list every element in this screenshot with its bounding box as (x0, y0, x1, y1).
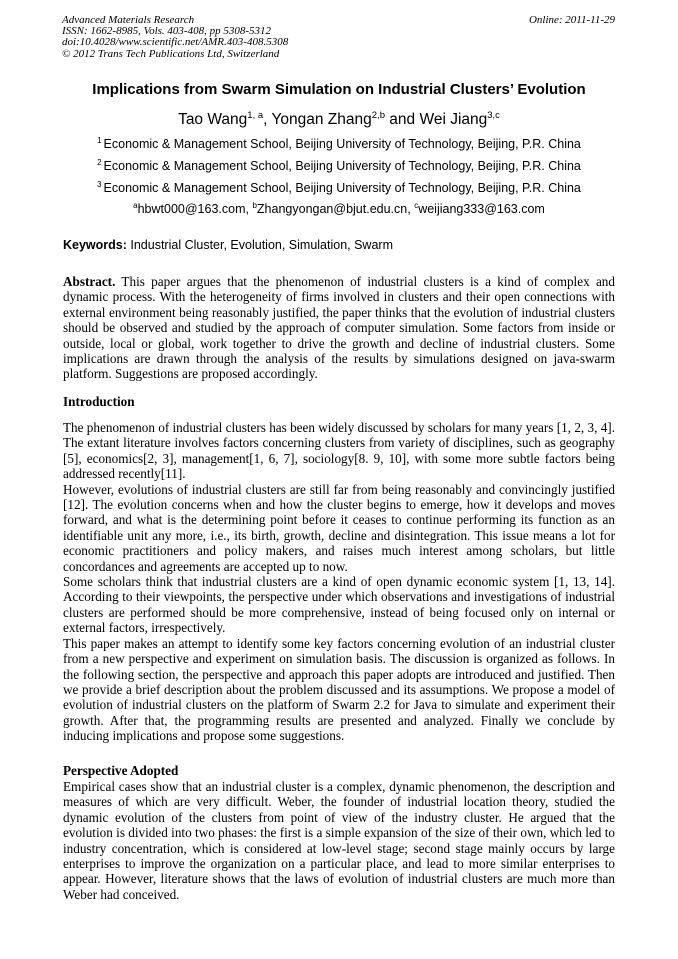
affiliation-superscript: 2 (97, 158, 102, 167)
abstract-label: Abstract. (63, 274, 116, 289)
affiliation-1 (0, 137, 678, 151)
affiliation-superscript: 3 (97, 180, 102, 189)
author-name: Tao Wang (178, 111, 248, 128)
keywords (63, 238, 393, 252)
section-heading-introduction: Introduction (63, 394, 135, 409)
email-separator: , (245, 202, 253, 216)
abstract-text: This paper argues that the phenomenon of industrial clusters is a kind of complex and dynamic process. With the heterogeneity of firms involved in clusters and their open connections with external environment being reasonably justified, the paper thinks that the evolution of industrial clusters should be observed and studied by the approach of computer simulation. Some factors from inside or outside, local or global, work together to drive the growth and decline of industrial clusters. Some implications are drawn through the analysis of the results by simulations designed on java-swarm platform. Suggestions are proposed accordingly. (63, 274, 615, 382)
paper-title: Implications from Swarm Simulation on Industrial Clusters’ Evolution (92, 81, 586, 98)
affiliation-3 (0, 181, 678, 195)
author-name: Yongan Zhang (271, 111, 372, 128)
affiliation-superscript: 1 (97, 136, 102, 145)
abstract (63, 274, 615, 382)
journal-name: Advanced Materials Research (62, 14, 195, 26)
introduction-body (63, 420, 615, 744)
email-link[interactable]: hbwt000@163.com (137, 202, 246, 216)
email-superscript: a (133, 201, 138, 210)
email-superscript: c (414, 201, 419, 210)
affiliation-text: Economic & Management School, Beijing University of Technology, Beijing, P.R. China (103, 181, 581, 195)
author-separator: and (384, 111, 420, 128)
online-date: Online: 2011-11-29 (528, 14, 615, 26)
author-name: Wei Jiang (419, 111, 488, 128)
paragraph: The phenomenon of industrial clusters has been widely discussed by scholars for many years [1, 2, 3, 4]. The extant literature involves factors concerning clusters from variety of disciplines, such as geography [5], economics[2, 3], management[1, 6, 7], sociology[8. 9, 10], with some more subtle factors being addressed recently[11]. (63, 420, 615, 482)
author-superscript: 1, a (247, 110, 264, 121)
author-list (0, 111, 678, 129)
author-separator: , (263, 111, 272, 128)
section-heading-perspective: Perspective Adopted (63, 763, 179, 778)
doi-line: doi:10.4028/www.scientific.net/AMR.403-408.5308 (62, 36, 289, 49)
email-link[interactable]: Zhangyongan@bjut.edu.cn (256, 202, 408, 216)
email-separator: , (407, 202, 415, 216)
author-superscript: 3,c (487, 110, 500, 121)
keywords-text: Industrial Cluster, Evolution, Simulation, Swarm (126, 238, 393, 252)
email-superscript: b (252, 201, 257, 210)
paragraph: However, evolutions of industrial clusters are still far from being reasonably and convincingly justified [12]. The evolution concerns when and how the cluster begins to emerge, how it develops and moves forward, and what is the determining point before it ceases to continue performing its function as an identifiable unit any more, i.e., its birth, growth, decline and disintegration. This issue means a lot for economic practitioners and policy makers, and raises much interest among scholars, but little concordances and agreements are accepted up to now. (63, 481, 615, 574)
email-link[interactable]: weijiang333@163.com (418, 202, 545, 216)
perspective-body (63, 779, 615, 902)
affiliation-text: Economic & Management School, Beijing University of Technology, Beijing, P.R. China (103, 159, 581, 173)
issn-line: ISSN: 1662-8985, Vols. 403-408, pp 5308-5312 (62, 25, 271, 38)
affiliation-text: Economic & Management School, Beijing University of Technology, Beijing, P.R. China (103, 137, 581, 151)
journal-header (62, 15, 288, 60)
paragraph: This paper makes an attempt to identify some key factors concerning evolution of an industrial cluster from a new perspective and experiment on simulation basis. The discussion is organized as follows. In the following section, the perspective and approach this paper adopts are introduced and justified. Then we provide a brief description about the problem discussed and its assumptions. We propose a model of evolution of industrial clusters on the platform of Swarm 2.2 for Java to simulate and experiment their growth. After that, the programming results are presented and analyzed. Finally we conclude by inducing implications and propose some suggestions. (63, 635, 615, 744)
paragraph: Some scholars think that industrial clusters are a kind of open dynamic economic system [1, 13, 14]. According to their viewpoints, the perspective under which observations and investigations of industrial clusters are performed should be more comprehensive, instead of being focused only on internal or external factors, irrespectively. (63, 574, 615, 636)
copyright-line: © 2012 Trans Tech Publications Ltd, Switzerland (62, 47, 280, 60)
author-superscript: 2,b (371, 110, 385, 121)
keywords-label: Keywords: (63, 238, 127, 252)
affiliation-2 (0, 159, 678, 173)
paragraph: Empirical cases show that an industrial cluster is a complex, dynamic phenomenon, the description and measures of which are very difficult. Weber, the founder of industrial location theory, studied the dynamic evolution of the clusters from point of view of the industry cluster. He argued that the evolution is divided into two phases: the first is a simple expansion of the size of their own, which led to industry concentration, which is considered at low-level stage; second stage mainly occurs by large enterprises to improve the organization on a particular place, and lead to more similar enterprises to appear. However, literature shows that the laws of evolution of industrial clusters are much more than Weber had conceived. (63, 779, 615, 902)
email-list (0, 202, 678, 216)
